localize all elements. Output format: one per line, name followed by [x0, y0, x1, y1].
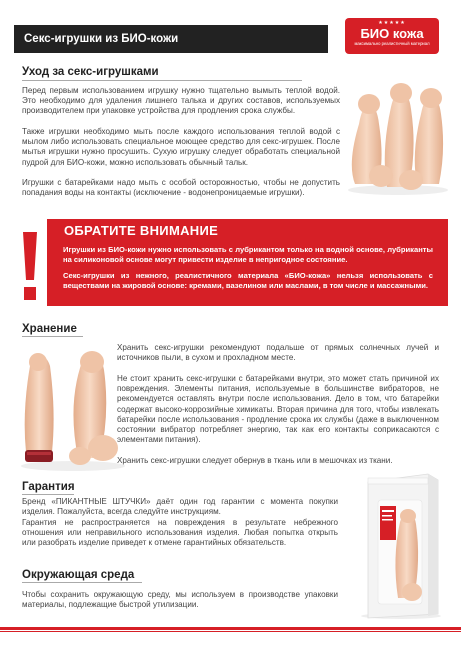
package-illustration: [356, 470, 446, 620]
attention-title: ОБРАТИТЕ ВНИМАНИЕ: [64, 223, 219, 238]
warranty-heading-wrap: [22, 481, 74, 495]
footer-line: [0, 627, 461, 630]
attention-paragraph-2: Секс-игрушки из нежного, реалистичного материала «БИО-кожа» нельзя использовать с веществами на жировой основе: кремами, вазелином или маслами, в том числе и массажными.: [63, 271, 433, 290]
logo-stars: ★★★★★: [378, 20, 406, 26]
header-bar: [14, 25, 328, 53]
storage-heading: Хранение: [22, 323, 77, 335]
warranty-paragraph-2: Гарантия не распространяется на повреждения в результате небрежного отношения или неправильного использования изделия. Любая попытка открыть или разобрать изделие приведет к отмене гарантийных обязательств.: [22, 518, 338, 548]
environment-paragraph-1: Чтобы сохранить окружающую среду, мы используем в производстве упаковки материалы, подлежащие быстрой утилизации.: [22, 590, 338, 610]
storage-heading-wrap: [22, 323, 83, 337]
header-title: Секс-игрушки из БИО-кожи: [24, 33, 179, 45]
bio-leather-logo: [345, 18, 439, 54]
attention-block: [47, 219, 448, 306]
care-paragraph-1: Перед первым использованием игрушку нужно тщательно вымыть теплой водой. Это необходимо для удаления лишнего талька и других составов, используемых производителем при упаковке устройства для продления срока службы.: [22, 86, 340, 116]
care-heading-wrap: [22, 66, 302, 81]
storage-paragraph-2: Не стоит хранить секс-игрушки с батарейками внутри, это может стать причиной их повреждения. Элементы питания, используемые в большинстве вибраторов, не рекомендуется оставлять внутри после использования. Дело в том, что батарейки содержат высоко-коррозийные химикаты. Вторая причина для того, чтобы извлекать батарейки после использования - продление срока их службы (даже в выключенном состоянии вибратор потребляет энергию, так как его контакты соприкасаются с элементами питания).: [117, 374, 439, 445]
environment-heading-wrap: [22, 569, 142, 583]
toys-illustration-storage: [18, 340, 128, 472]
care-paragraph-3: Игрушки с батарейками надо мыть с особой осторожностью, чтобы не допустить попадания воды на контакты (исключение - водонепроницаемые игрушки).: [22, 178, 340, 198]
footer-line-thin: [0, 631, 461, 632]
attention-paragraph-1: Игрушки из БИО-кожи нужно использовать с лубрикантом только на водной основе, лубриканты на силиконовой основе могут привести изделие в непригодное состояние.: [63, 245, 433, 264]
toys-illustration-care: [345, 72, 451, 196]
exclamation-icon: [20, 232, 40, 302]
care-paragraph-2: Также игрушки необходимо мыть после каждого использования теплой водой с мылом либо использовать специальное моющее средство для секс-игрушек. После мытья игрушки нужно просушить. Сухую игрушку следует обработать специальной пудрой для БИО-кожи, можно использовать обычный тальк.: [22, 127, 340, 167]
warranty-heading: Гарантия: [22, 481, 75, 493]
logo-name: БИО кожа: [360, 26, 424, 41]
care-heading: Уход за секс-игрушками: [22, 66, 159, 78]
storage-paragraph-3: Хранить секс-игрушки следует обернув в ткань или в мешочках из ткани.: [117, 456, 393, 465]
logo-subtitle: максимально реалистичный материал: [354, 41, 430, 46]
warranty-paragraph-1: Бренд «ПИКАНТНЫЕ ШТУЧКИ» даёт один год гарантии с момента покупки изделия. Пожалуйста, всегда следуйте инструкциям.: [22, 497, 338, 517]
storage-paragraph-1: Хранить секс-игрушки рекомендуют подальше от прямых солнечных лучей и источников пыли, в сухом и прохладном месте.: [117, 343, 439, 363]
environment-heading: Окружающая среда: [22, 569, 135, 581]
